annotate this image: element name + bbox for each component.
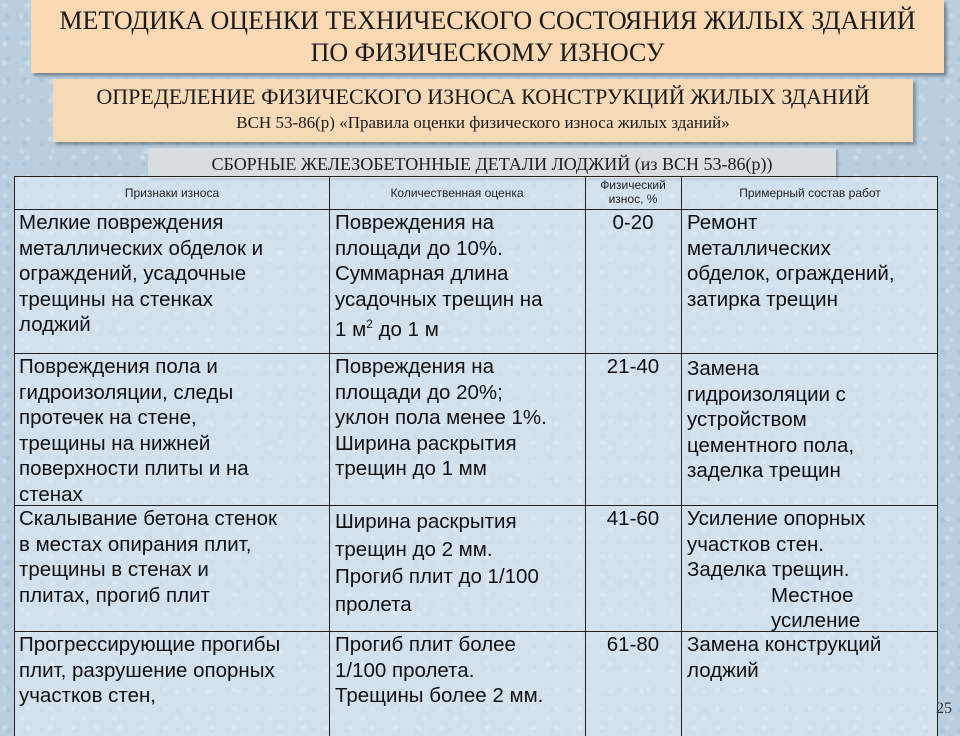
header-wear-line2: износ, % xyxy=(608,192,658,206)
text-line: гидроизоляции с xyxy=(687,382,846,406)
text-line: Повреждения на xyxy=(335,211,494,234)
text-line: усадочных трещин на xyxy=(335,287,543,311)
table-row-3-signs xyxy=(19,506,277,608)
text-line: Замена xyxy=(687,357,760,380)
text-line: плит, разрушение опорных xyxy=(19,658,275,682)
table-row-4-quant xyxy=(335,632,543,709)
text-line: участков стен, xyxy=(19,684,156,707)
text-line: цементного пола, xyxy=(687,433,855,457)
table-row-1-works xyxy=(687,210,895,312)
text-line: трещины в стенах и xyxy=(19,558,209,581)
text-line: площади до 20%; xyxy=(335,380,503,404)
text-line: лоджий xyxy=(19,313,91,336)
header-wear-line1: Физический xyxy=(600,178,666,192)
text-line: Ремонт xyxy=(687,211,758,234)
text-line: затирка трещин xyxy=(687,287,838,311)
text-line: гидроизоляции, следы xyxy=(19,380,234,404)
column-divider xyxy=(329,177,330,736)
table-row-2-signs xyxy=(19,354,249,507)
text-line: площади до 10%. xyxy=(335,236,503,260)
text-line: Повреждения на xyxy=(335,355,494,378)
table-row-1-wear: 0-20 xyxy=(612,211,654,234)
text-line: трещин до 2 мм. xyxy=(335,537,493,561)
text-line: Местное усиление xyxy=(771,583,861,632)
subtitle-line2: ВСН 53-86(р) «Правила оценки физического износа жилых зданий» xyxy=(236,113,730,132)
text-line: Трещины более 2 мм. xyxy=(335,684,544,707)
table-row-3-wear: 41-60 xyxy=(606,507,660,530)
superscript: 2 xyxy=(366,317,373,331)
text-line: металлических обделок и xyxy=(19,236,264,260)
text-line: в местах опирания плит, xyxy=(19,532,252,556)
text-line: трещин до 1 мм xyxy=(335,457,487,480)
text-line: участков стен. xyxy=(687,532,824,556)
table-row-3-works xyxy=(687,506,937,634)
text-line: уклон пола менее 1%. xyxy=(335,406,547,429)
text-line: Ширина раскрытия xyxy=(335,510,517,533)
table-row-4-signs xyxy=(19,632,280,709)
text-line xyxy=(335,312,543,342)
text-line: Прогиб плит до 1/100 xyxy=(335,565,539,588)
header-wear xyxy=(585,178,681,206)
text-line: протечек на стене, xyxy=(19,406,197,429)
text-line: Суммарная длина xyxy=(335,262,509,285)
wear-table xyxy=(14,176,938,736)
subtitle-box xyxy=(53,79,913,142)
text-part: до 1 м xyxy=(372,317,439,341)
text-line: Прогрессирующие прогибы xyxy=(19,633,281,656)
table-row-3-quant xyxy=(335,508,539,618)
text-part: 1 м xyxy=(335,317,367,341)
slide-title-line2: ПО ФИЗИЧЕСКОМУ ИЗНОСУ xyxy=(310,38,665,67)
text-line: поверхности плиты и на xyxy=(19,457,249,480)
table-row-2-wear: 21-40 xyxy=(606,355,660,378)
text-line: устройством xyxy=(687,408,807,431)
table-row-2-works xyxy=(687,356,854,484)
text-line: трещины на нижней xyxy=(19,431,211,455)
table-row-4-works xyxy=(687,632,881,683)
text-line: ограждений, усадочные xyxy=(19,262,247,285)
text-line: заделка трещин xyxy=(687,459,841,482)
text-line: Заделка трещин. xyxy=(687,558,850,581)
text-line: Мелкие повреждения xyxy=(19,211,224,234)
text-line: Повреждения пола и xyxy=(19,355,218,378)
table-row-2-quant xyxy=(335,354,547,482)
text-line: 1/100 пролета. xyxy=(335,658,475,682)
table-row-1-signs xyxy=(19,210,263,338)
header-signs: Признаки износа xyxy=(124,186,220,200)
text-line: Замена конструкций xyxy=(687,633,882,656)
header-quant: Количественная оценка xyxy=(390,186,524,200)
slide-title xyxy=(31,0,944,73)
column-divider xyxy=(681,177,682,736)
page-number: 25 xyxy=(936,700,952,717)
text-line: Ширина раскрытия xyxy=(335,431,517,455)
text-line: Усиление опорных xyxy=(687,507,866,530)
text-line: пролета xyxy=(335,592,412,616)
text-line: лоджий xyxy=(687,658,759,682)
text-line: Скалывание бетона стенок xyxy=(19,507,277,530)
text-line: трещины на стенках xyxy=(19,287,213,311)
slide-title-line1: МЕТОДИКА ОЦЕНКИ ТЕХНИЧЕСКОГО СОСТОЯНИЯ ЖИЛЫХ ЗДАНИЙ xyxy=(59,6,916,35)
table-row-1-quant xyxy=(335,210,543,342)
text-line: Прогиб плит более xyxy=(335,633,516,656)
text-line: стенах xyxy=(19,482,83,506)
header-works: Примерный состав работ xyxy=(739,186,881,200)
section-title: СБОРНЫЕ ЖЕЛЕЗОБЕТОННЫЕ ДЕТАЛИ ЛОДЖИЙ (из ВСН 53-86(р)) xyxy=(148,148,836,178)
text-line: плитах, прогиб плит xyxy=(19,583,210,607)
subtitle-line1: ОПРЕДЕЛЕНИЕ ФИЗИЧЕСКОГО ИЗНОСА КОНСТРУКЦИЙ ЖИЛЫХ ЗДАНИЙ xyxy=(96,84,870,109)
text-line: металлических xyxy=(687,236,831,260)
text-line: обделок, ограждений, xyxy=(687,262,895,285)
table-row-4-wear: 61-80 xyxy=(606,633,660,656)
